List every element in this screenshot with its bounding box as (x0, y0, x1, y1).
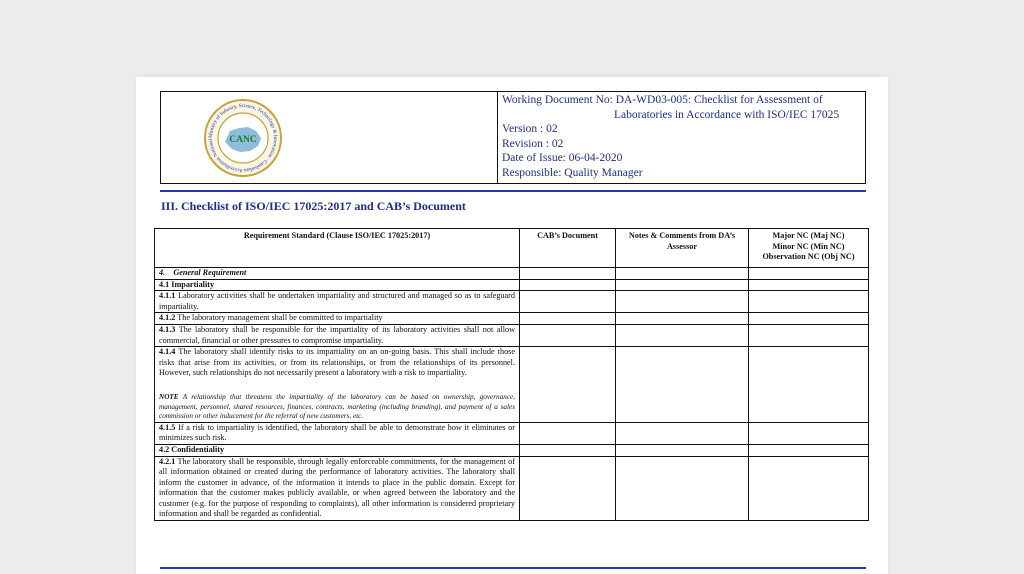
cab-document-cell[interactable] (520, 324, 616, 346)
header-divider (160, 190, 866, 192)
clause-4-2-1 (155, 456, 520, 521)
cab-document-cell[interactable] (520, 268, 616, 280)
table-header-row (155, 229, 869, 268)
general-num: 4. (159, 268, 166, 277)
notes-cell[interactable] (616, 279, 749, 291)
clause-number: 4.1.2 (159, 313, 176, 323)
table-row (155, 422, 869, 444)
clause-number: 4.1.5 (159, 422, 176, 432)
nc-cell[interactable] (749, 444, 869, 456)
confidentiality-heading: 4.2 Confidentiality (155, 444, 520, 456)
checklist-table (154, 228, 869, 521)
clause-text: The laboratory management shall be committed to impartiality (177, 313, 383, 323)
notes-cell[interactable] (616, 422, 749, 444)
nc-cell[interactable] (749, 291, 869, 313)
doc-number: Working Document No: DA-WD03-005: Checklist for Assessment of (502, 94, 823, 106)
notes-cell[interactable] (616, 313, 749, 325)
clause-4-1-1 (155, 291, 520, 313)
table-row (155, 347, 869, 423)
cab-document-cell[interactable] (520, 347, 616, 423)
row-general (155, 268, 520, 280)
clause-number: 4.1.3 (159, 324, 176, 334)
cab-document-cell[interactable] (520, 456, 616, 521)
header-minor-nc: Minor NC (Min NC) (772, 241, 845, 251)
clause-4-1-5 (155, 422, 520, 444)
footer-divider (160, 567, 866, 569)
table-row (155, 279, 869, 291)
clause-number: 4.1.4 (159, 347, 176, 357)
cab-document-cell[interactable] (520, 291, 616, 313)
notes-cell[interactable] (616, 456, 749, 521)
seal-ring-text: Ministry of Industry, Science, Technology & Innovation · Cambodian Accreditation National (207, 102, 279, 174)
seal-canc-text: CANC (229, 135, 257, 145)
nc-cell[interactable] (749, 456, 869, 521)
notes-cell[interactable] (616, 324, 749, 346)
clause-text: If a risk to impartiality is identified, the laboratory shall be able to demonstrate how it eliminates or minimizes such risk. (159, 422, 516, 443)
doc-revision: Revision : 02 (502, 137, 564, 150)
clause-4-1-2 (155, 313, 520, 325)
logo-cell (161, 92, 498, 183)
nc-cell[interactable] (749, 347, 869, 423)
canc-seal-logo (203, 98, 283, 178)
document-header (160, 91, 866, 184)
cab-document-cell[interactable] (520, 279, 616, 291)
clause-text: Laboratory activities shall be undertaken impartiality and structured and managed so as to safeguard impartiality. (159, 291, 516, 311)
note-text: A relationship that threatens the impartiality of the laboratory can be based on ownership, governance, management, personnel, shared resources, finances, contracts, marketing (including branding), and payment of a sales commission or other inducement for the referral of new customers, etc. (159, 392, 515, 421)
clause-4-1-3 (155, 324, 520, 346)
impartiality-heading: 4.1 Impartiality (155, 279, 520, 291)
clause-note (159, 393, 515, 422)
doc-responsible: Responsible: Quality Manager (502, 166, 643, 179)
cab-document-cell[interactable] (520, 422, 616, 444)
cab-document-cell[interactable] (520, 444, 616, 456)
header-requirement: Requirement Standard (Clause ISO/IEC 17025:2017) (155, 229, 520, 268)
clause-4-1-4 (155, 347, 520, 423)
clause-text: The laboratory shall be responsible, through legally enforceable commitments, for the management of all information obtained or created during the performance of laboratory activities. The laboratory shall inform the customer in advance, of the information it intends to place in the public domain. Except for information that the customer makes publicly available, or when agreed between the laboratory and the customer (e.g. for the purpose of responding to complaints), all other information is considered proprietary information and shall be regarded as confidential. (159, 456, 515, 519)
header-major-nc: Major NC (Maj NC) (772, 231, 845, 240)
nc-cell[interactable] (749, 279, 869, 291)
document-page (136, 77, 888, 574)
general-label: General Requirement (173, 268, 247, 277)
header-nc (749, 229, 869, 268)
header-cab-document: CAB’s Document (520, 229, 616, 268)
doc-title-continued: Laboratories in Accordance with ISO/IEC 17025 (614, 108, 840, 121)
nc-cell[interactable] (749, 422, 869, 444)
header-notes: Notes & Comments from DA’s Assessor (616, 229, 749, 268)
header-observation-nc: Observation NC (Obj NC) (762, 252, 855, 262)
table-row (155, 291, 869, 313)
document-info (498, 92, 865, 183)
clause-text: The laboratory shall be responsible for the impartiality of its laboratory activities shall not allow commercial, financial or other pressures to compromise impartiality. (159, 324, 515, 345)
table-row (155, 324, 869, 346)
table-row (155, 313, 869, 325)
table-row (155, 456, 869, 521)
clause-number: 4.1.1 (159, 291, 176, 301)
nc-cell[interactable] (749, 324, 869, 346)
notes-cell[interactable] (616, 347, 749, 423)
section-title: III. Checklist of ISO/IEC 17025:2017 and CAB’s Document (161, 199, 466, 213)
table-row (155, 268, 869, 280)
notes-cell[interactable] (616, 444, 749, 456)
clause-text: The laboratory shall identify risks to its impartiality on an on-going basis. This shall include those risks that arise from its activities, or from its relationships, or from the relationships of its personnel. However, such relationships do not necessarily present a laboratory with a risk to impartiality. (159, 347, 515, 378)
table-row (155, 444, 869, 456)
doc-version: Version : 02 (502, 123, 558, 135)
clause-number: 4.2.1 (159, 456, 176, 466)
doc-issue-date: Date of Issue: 06-04-2020 (502, 152, 623, 164)
nc-cell[interactable] (749, 313, 869, 325)
notes-cell[interactable] (616, 268, 749, 280)
notes-cell[interactable] (616, 291, 749, 313)
nc-cell[interactable] (749, 268, 869, 280)
cab-document-cell[interactable] (520, 313, 616, 325)
note-label: NOTE (159, 392, 179, 401)
